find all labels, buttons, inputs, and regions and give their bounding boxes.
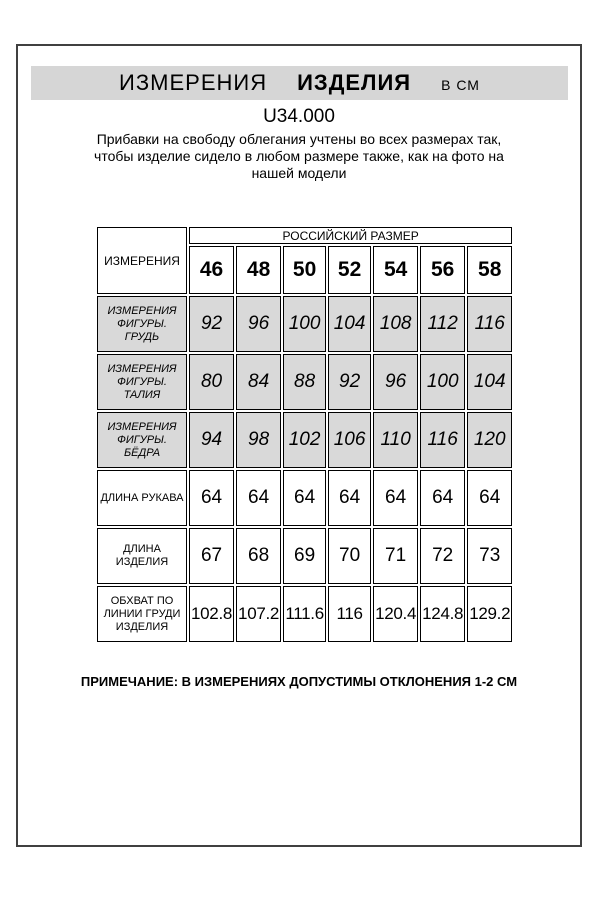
title-unit: В СМ [441, 77, 480, 93]
footnote: ПРИМЕЧАНИЕ: В ИЗМЕРЕНИЯХ ДОПУСТИМЫ ОТКЛОНЕНИЯ 1-2 СМ [80, 674, 518, 689]
value-cell: 102 [283, 412, 326, 468]
size-header-cell: 46 [189, 246, 234, 294]
size-header-cell: 52 [328, 246, 371, 294]
value-cell: 94 [189, 412, 234, 468]
value-cell: 92 [328, 354, 371, 410]
title-measurements: ИЗМЕРЕНИЯ [119, 70, 268, 95]
value-cell: 73 [467, 528, 512, 584]
size-header-cell: 58 [467, 246, 512, 294]
value-cell: 120 [467, 412, 512, 468]
table-row-group-header [97, 227, 512, 244]
table-row-item-length [97, 528, 512, 584]
value-cell: 69 [283, 528, 326, 584]
value-cell: 64 [373, 470, 418, 526]
value-cell: 64 [236, 470, 281, 526]
value-cell: 64 [420, 470, 465, 526]
value-cell: 67 [189, 528, 234, 584]
article-code: U34.000 [263, 106, 335, 127]
row-label: ИЗМЕРЕНИЯ ФИГУРЫ. ГРУДЬ [97, 296, 187, 352]
value-cell: 96 [373, 354, 418, 410]
corner-label: ИЗМЕРЕНИЯ [97, 227, 187, 294]
value-cell: 100 [420, 354, 465, 410]
row-label: ИЗМЕРЕНИЯ ФИГУРЫ. ТАЛИЯ [97, 354, 187, 410]
row-label: ДЛИНА ИЗДЕЛИЯ [97, 528, 187, 584]
value-cell: 112 [420, 296, 465, 352]
value-cell: 111.6 [283, 586, 326, 642]
value-cell: 98 [236, 412, 281, 468]
value-cell: 104 [328, 296, 371, 352]
value-cell: 84 [236, 354, 281, 410]
size-header-cell: 54 [373, 246, 418, 294]
value-cell: 88 [283, 354, 326, 410]
value-cell: 116 [420, 412, 465, 468]
row-label: ОБХВАТ ПО ЛИНИИ ГРУДИ ИЗДЕЛИЯ [97, 586, 187, 642]
value-cell: 68 [236, 528, 281, 584]
document-frame [16, 44, 582, 847]
table-row-chest [97, 296, 512, 352]
size-header-cell: 50 [283, 246, 326, 294]
size-header-cell: 48 [236, 246, 281, 294]
table-row-chest-girth [97, 586, 512, 642]
value-cell: 100 [283, 296, 326, 352]
value-cell: 80 [189, 354, 234, 410]
row-label: ИЗМЕРЕНИЯ ФИГУРЫ. БЁДРА [97, 412, 187, 468]
table-row-sleeve-length [97, 470, 512, 526]
value-cell: 64 [189, 470, 234, 526]
value-cell: 120.4 [373, 586, 418, 642]
table-row-hips [97, 412, 512, 468]
value-cell: 124.8 [420, 586, 465, 642]
value-cell: 110 [373, 412, 418, 468]
size-header-cell: 56 [420, 246, 465, 294]
value-cell: 116 [328, 586, 371, 642]
value-cell: 72 [420, 528, 465, 584]
value-cell: 116 [467, 296, 512, 352]
size-table [95, 225, 514, 644]
value-cell: 64 [283, 470, 326, 526]
value-cell: 92 [189, 296, 234, 352]
fit-description: Прибавки на свободу облегания учтены во всех размерах так, чтобы изделие сидело в любом размере также, как на фото на нашей модели [94, 131, 504, 181]
value-cell: 129.2 [467, 586, 512, 642]
row-label: ДЛИНА РУКАВА [97, 470, 187, 526]
value-cell: 70 [328, 528, 371, 584]
value-cell: 108 [373, 296, 418, 352]
value-cell: 64 [467, 470, 512, 526]
group-header: РОССИЙСКИЙ РАЗМЕР [189, 227, 512, 244]
value-cell: 71 [373, 528, 418, 584]
value-cell: 104 [467, 354, 512, 410]
value-cell: 107.2 [236, 586, 281, 642]
value-cell: 106 [328, 412, 371, 468]
title-bar [31, 66, 568, 100]
value-cell: 64 [328, 470, 371, 526]
value-cell: 102.8 [189, 586, 234, 642]
value-cell: 96 [236, 296, 281, 352]
table-row-waist [97, 354, 512, 410]
title-product: ИЗДЕЛИЯ [297, 70, 412, 95]
